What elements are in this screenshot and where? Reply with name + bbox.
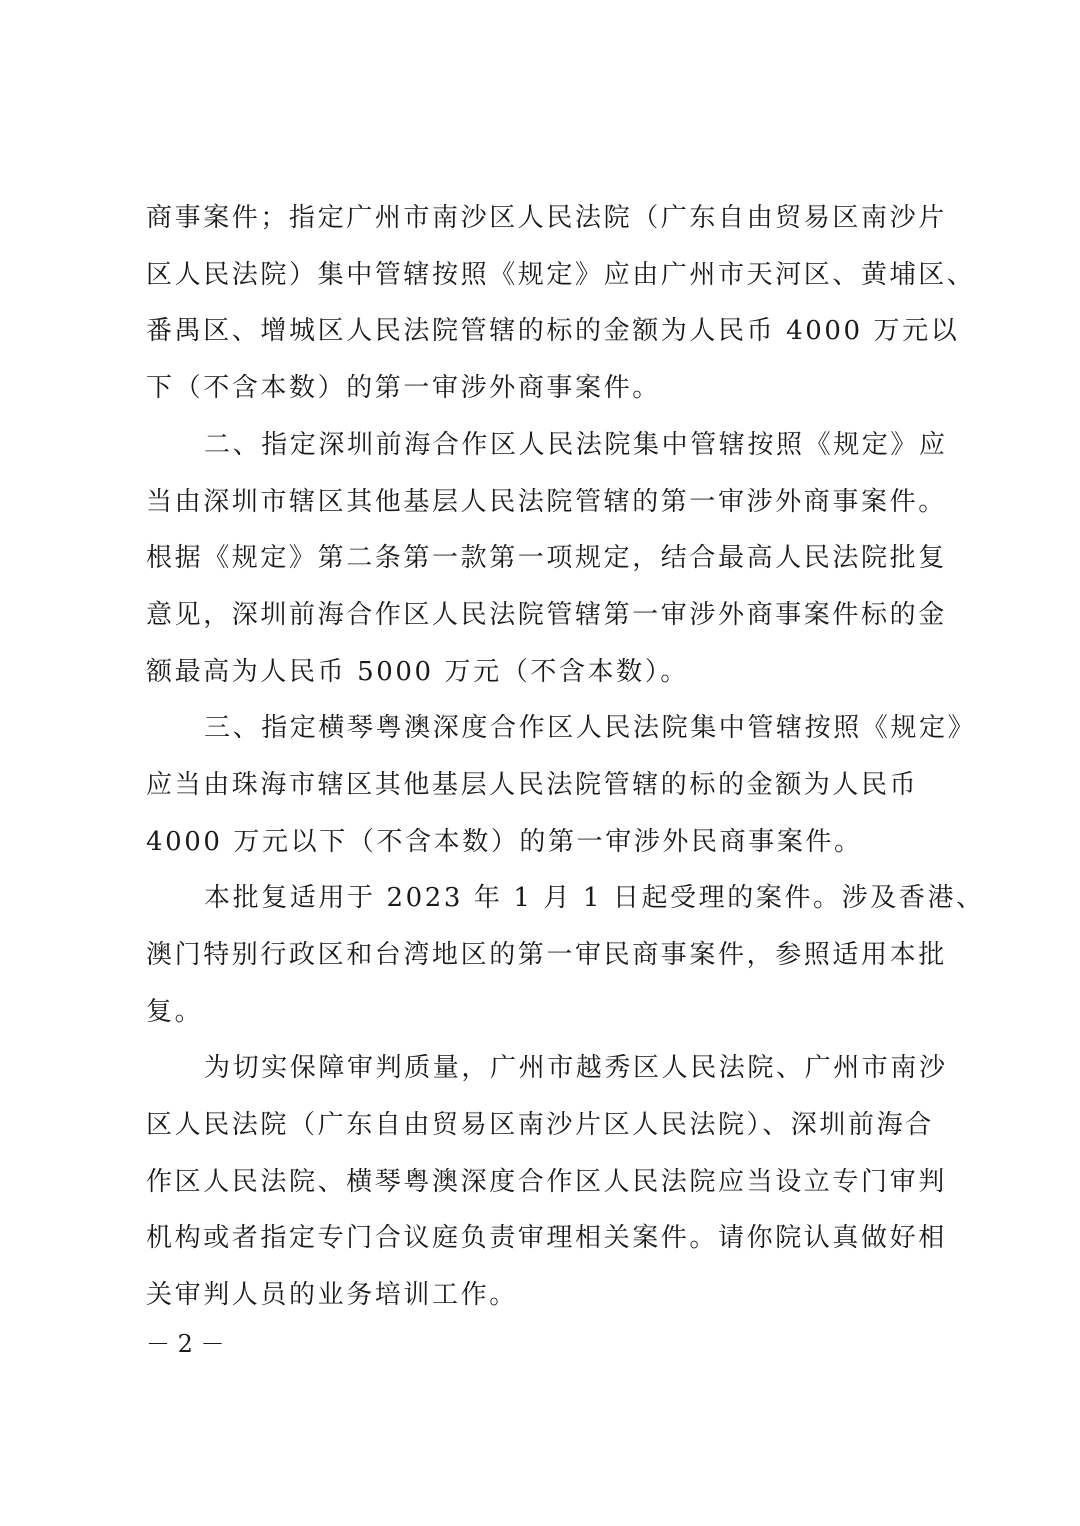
text-line: 复。 — [146, 997, 204, 1027]
text-line: 额最高为人民币 5000 万元（不含本数）。 — [146, 657, 689, 687]
text-line: 番禺区、增城区人民法院管辖的标的金额为人民币 4000 万元以 — [146, 316, 960, 346]
text-line: 当由深圳市辖区其他基层人民法院管辖的第一审涉外商事案件。 — [146, 487, 947, 517]
text-line: 意见，深圳前海合作区人民法院管辖第一审涉外商事案件标的金 — [146, 600, 947, 630]
text-line: 机构或者指定专门合议庭负责审理相关案件。请你院认真做好相 — [146, 1223, 947, 1253]
text-line: 商事案件；指定广州市南沙区人民法院（广东自由贸易区南沙片 — [146, 203, 947, 233]
text-line: 作区人民法院、横琴粤澳深度合作区人民法院应当设立专门审判 — [146, 1167, 947, 1197]
text-line: 下（不含本数）的第一审涉外商事案件。 — [146, 373, 661, 403]
text-line: 二、指定深圳前海合作区人民法院集中管辖按照《规定》应 — [204, 430, 948, 460]
text-line: 澳门特别行政区和台湾地区的第一审民商事案件，参照适用本批 — [146, 940, 947, 970]
text-line: 根据《规定》第二条第一款第一项规定，结合最高人民法院批复 — [146, 543, 947, 573]
text-line: 区人民法院（广东自由贸易区南沙片区人民法院）、深圳前海合 — [146, 1110, 934, 1140]
text-line: 区人民法院）集中管辖按照《规定》应由广州市天河区、黄埔区、 — [146, 260, 976, 290]
text-line: 本批复适用于 2023 年 1 月 1 日起受理的案件。涉及香港、 — [204, 883, 985, 913]
text-line: 三、指定横琴粤澳深度合作区人民法院集中管辖按照《规定》 — [204, 713, 977, 743]
text-line: 应当由珠海市辖区其他基层人民法院管辖的标的金额为人民币 — [146, 770, 919, 800]
text-line: 为切实保障审判质量，广州市越秀区人民法院、广州市南沙 — [204, 1053, 948, 1083]
text-line: 4000 万元以下（不含本数）的第一审涉外民商事案件。 — [146, 827, 863, 857]
text-line: 关审判人员的业务培训工作。 — [146, 1280, 518, 1310]
page-number: － 2 － — [146, 1330, 225, 1358]
